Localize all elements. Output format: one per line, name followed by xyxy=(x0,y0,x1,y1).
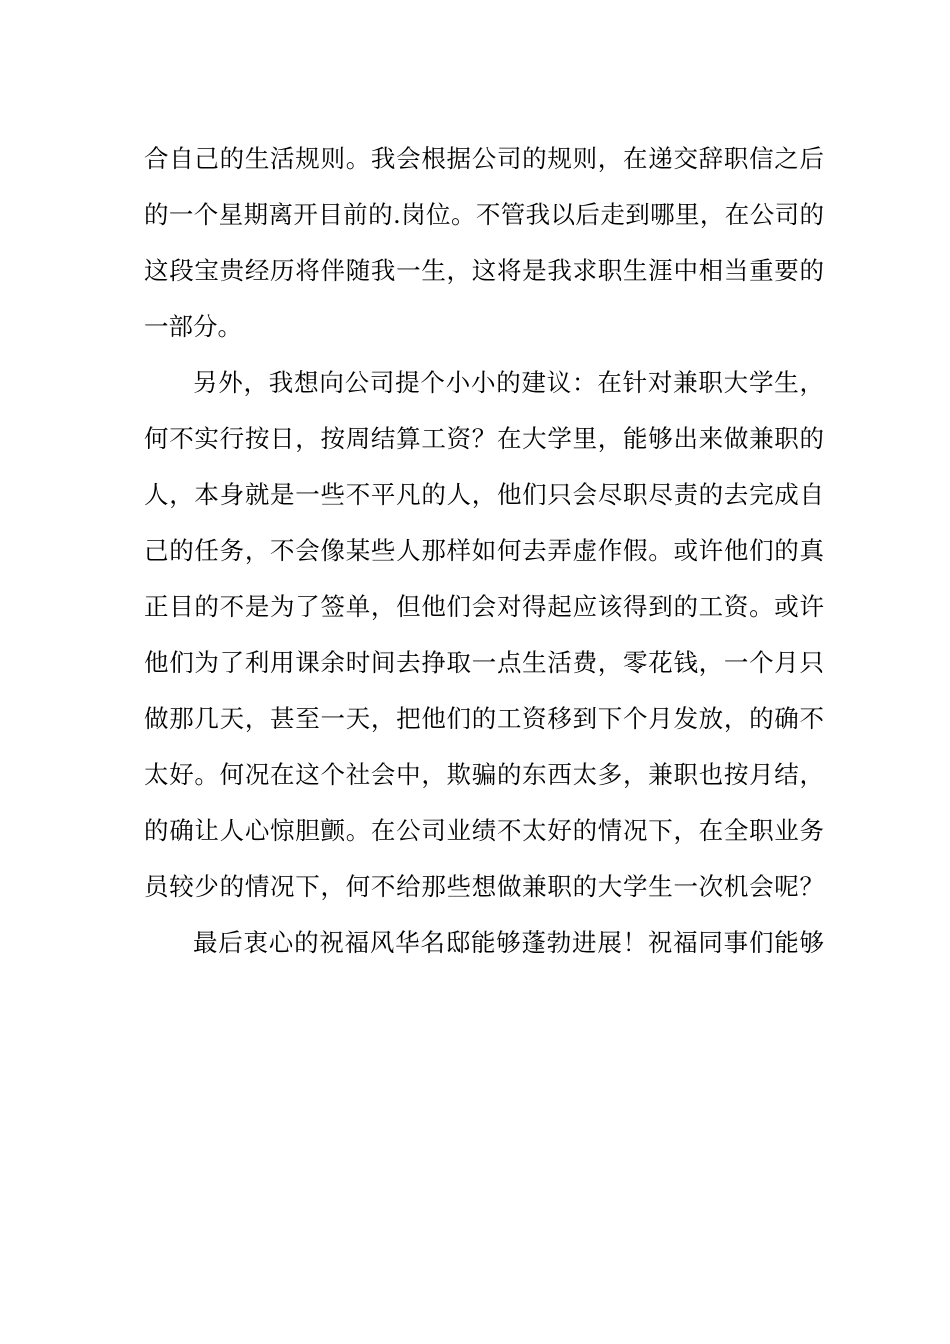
text-line: 他们为了利用课余时间去挣取一点生活费，零花钱，一个月只 xyxy=(144,648,824,677)
body-text xyxy=(144,131,824,971)
paragraph-first-line: 最后衷心的祝福风华名邸能够蓬勃进展！祝福同事们能够 xyxy=(193,928,824,957)
text-line: 合自己的生活规则。我会根据公司的规则，在递交辞职信之后 xyxy=(144,144,824,173)
text-line: 何不实行按日，按周结算工资？在大学里，能够出来做兼职的 xyxy=(144,424,824,453)
text-line: 一部分。 xyxy=(144,312,242,341)
text-line: 太好。何况在这个社会中，欺骗的东西太多，兼职也按月结， xyxy=(144,760,824,789)
text-line: 正目的不是为了签单，但他们会对得起应该得到的工资。或许 xyxy=(144,592,824,621)
text-line: 人，本身就是一些不平凡的人，他们只会尽职尽责的去完成自 xyxy=(144,480,824,509)
text-line: 己的任务，不会像某些人那样如何去弄虚作假。或许他们的真 xyxy=(144,536,824,565)
text-line: 的确让人心惊胆颤。在公司业绩不太好的情况下，在全职业务 xyxy=(144,816,824,845)
paragraph-first-line: 另外，我想向公司提个小小的建议：在针对兼职大学生， xyxy=(193,368,824,397)
text-line: 做那几天，甚至一天，把他们的工资移到下个月发放，的确不 xyxy=(144,704,824,733)
text-line: 这段宝贵经历将伴随我一生，这将是我求职生涯中相当重要的 xyxy=(144,256,824,285)
text-line: 的一个星期离开目前的.岗位。不管我以后走到哪里，在公司的 xyxy=(144,200,824,229)
text-line: 员较少的情况下，何不给那些想做兼职的大学生一次机会呢？ xyxy=(144,872,824,901)
